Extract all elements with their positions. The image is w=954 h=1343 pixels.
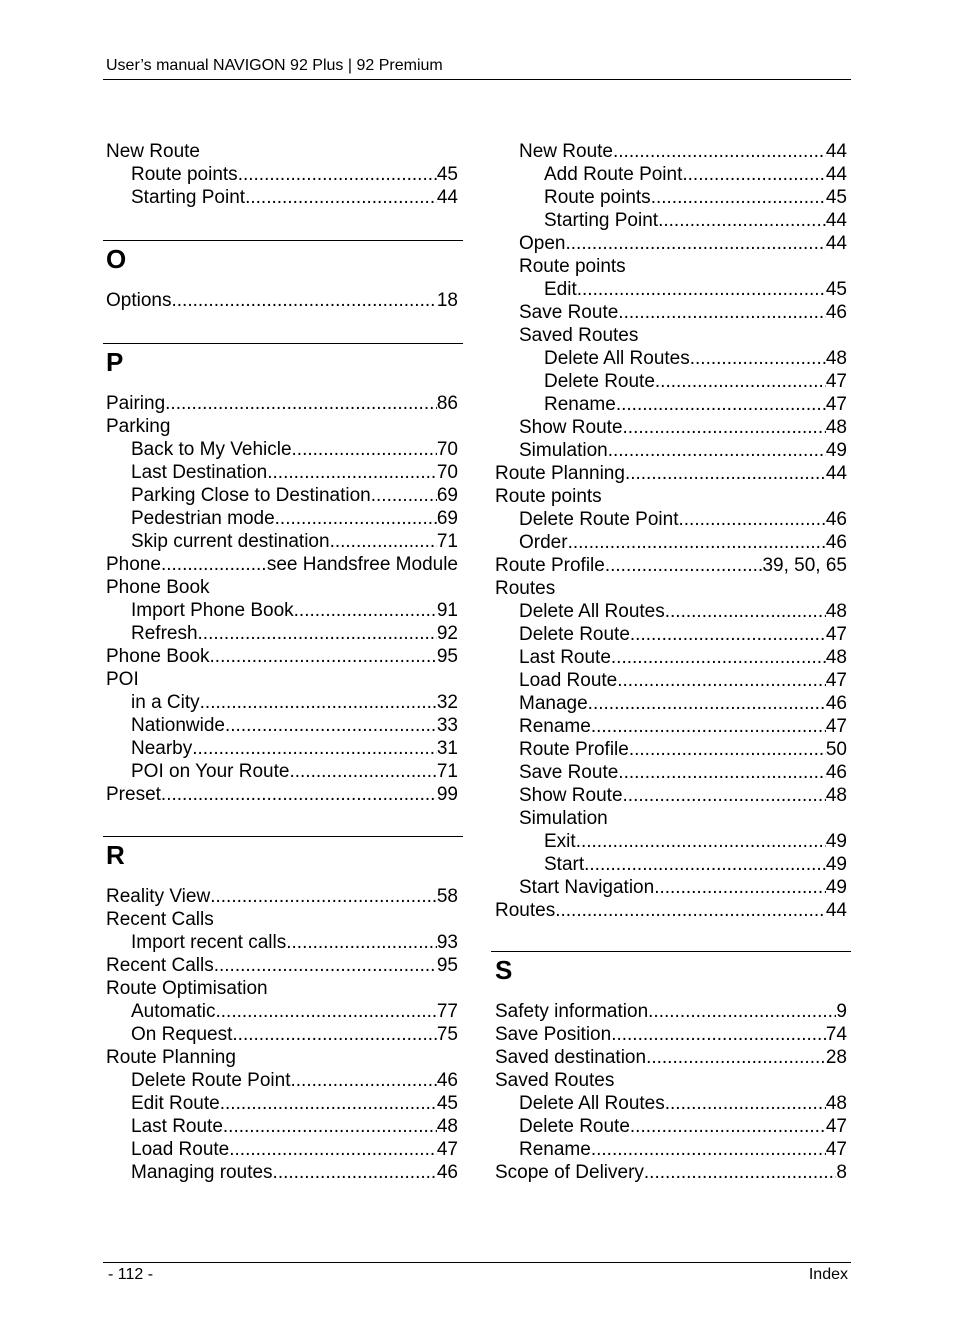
index-entry bbox=[106, 885, 458, 908]
index-entry bbox=[495, 899, 847, 922]
footer-rule bbox=[103, 1262, 851, 1263]
entry-term: Load Route bbox=[519, 670, 618, 691]
entry-term: Routes bbox=[495, 578, 556, 599]
entry-page: 74 bbox=[825, 1024, 847, 1045]
dot-leader bbox=[646, 1046, 826, 1069]
dot-leader bbox=[568, 531, 826, 554]
entry-term: Edit bbox=[544, 279, 577, 300]
index-entry bbox=[131, 1069, 458, 1092]
entry-page: 69 bbox=[436, 485, 458, 506]
entry-page: 99 bbox=[436, 784, 458, 805]
entry-term: Simulation bbox=[519, 440, 608, 461]
entry-term: New Route bbox=[519, 141, 613, 162]
dot-leader bbox=[198, 622, 437, 645]
index-entry bbox=[131, 599, 458, 622]
index-entry bbox=[495, 1023, 847, 1046]
entry-page: 75 bbox=[436, 1024, 458, 1045]
index-entry bbox=[519, 324, 847, 347]
dot-leader bbox=[623, 784, 826, 807]
entry-page: 39, 50, 65 bbox=[762, 555, 847, 576]
entry-term: Show Route bbox=[519, 785, 623, 806]
dot-leader bbox=[623, 416, 826, 439]
entry-page: 33 bbox=[436, 715, 458, 736]
section-rule bbox=[103, 343, 463, 344]
entry-term: Delete Route bbox=[519, 624, 630, 645]
index-entry bbox=[519, 531, 847, 554]
index-entry bbox=[131, 163, 458, 186]
entry-term: Add Route Point bbox=[544, 164, 683, 185]
entry-page: 47 bbox=[436, 1139, 458, 1160]
entry-term: Start bbox=[544, 854, 585, 875]
dot-leader bbox=[665, 1092, 826, 1115]
dot-leader bbox=[165, 392, 437, 415]
index-entry bbox=[106, 954, 458, 977]
dot-leader bbox=[289, 760, 436, 783]
entry-term: Routes bbox=[495, 900, 556, 921]
entry-page: 32 bbox=[436, 692, 458, 713]
dot-leader bbox=[655, 370, 826, 393]
index-entry bbox=[495, 1000, 847, 1023]
entry-page: 47 bbox=[825, 1116, 847, 1137]
entry-term: Safety information bbox=[495, 1001, 649, 1022]
entry-term: Save Route bbox=[519, 302, 619, 323]
dot-leader bbox=[171, 289, 436, 312]
dot-leader bbox=[611, 1023, 826, 1046]
index-entry bbox=[519, 439, 847, 462]
entry-page: 31 bbox=[436, 738, 458, 759]
entry-term: Order bbox=[519, 532, 568, 553]
entry-page: 93 bbox=[436, 932, 458, 953]
dot-leader bbox=[330, 530, 437, 553]
dot-leader bbox=[294, 599, 437, 622]
entry-page: 44 bbox=[825, 210, 847, 231]
index-entry bbox=[106, 645, 458, 668]
entry-page: 49 bbox=[825, 877, 847, 898]
dot-leader bbox=[654, 876, 826, 899]
index-entry bbox=[495, 462, 847, 485]
index-entry bbox=[519, 600, 847, 623]
entry-term: Delete Route Point bbox=[131, 1070, 291, 1091]
header-rule bbox=[103, 79, 851, 80]
entry-term: Phone bbox=[106, 554, 161, 575]
dot-leader bbox=[588, 692, 826, 715]
entry-term: Delete Route bbox=[544, 371, 655, 392]
entry-term: Route Profile bbox=[495, 555, 605, 576]
entry-term: Reality View bbox=[106, 886, 211, 907]
section-letter: P bbox=[106, 347, 124, 377]
dot-leader bbox=[371, 484, 437, 507]
dot-leader bbox=[223, 1115, 437, 1138]
entry-page: 70 bbox=[436, 439, 458, 460]
entry-page: 91 bbox=[436, 600, 458, 621]
entry-page: 45 bbox=[825, 187, 847, 208]
index-entry bbox=[519, 738, 847, 761]
entry-term: Import Phone Book bbox=[131, 600, 294, 621]
dot-leader bbox=[577, 278, 826, 301]
entry-page: 44 bbox=[825, 164, 847, 185]
dot-leader bbox=[621, 393, 826, 416]
entry-term: Managing routes bbox=[131, 1162, 273, 1183]
entry-page: 48 bbox=[825, 601, 847, 622]
entry-term: Starting Point bbox=[544, 210, 659, 231]
dot-leader bbox=[210, 885, 437, 908]
index-entry bbox=[544, 163, 847, 186]
index-entry bbox=[519, 140, 847, 163]
dot-leader bbox=[161, 553, 267, 576]
entry-page: 69 bbox=[436, 508, 458, 529]
dot-leader bbox=[648, 1000, 836, 1023]
entry-term: Route Planning bbox=[495, 463, 625, 484]
entry-term: Route Planning bbox=[106, 1047, 236, 1068]
entry-term: Route points bbox=[495, 486, 602, 507]
entry-page: see Handsfree Module bbox=[266, 554, 458, 575]
dot-leader bbox=[630, 1115, 826, 1138]
index-entry bbox=[519, 232, 847, 255]
entry-term: Route Profile bbox=[519, 739, 629, 760]
index-entry bbox=[106, 977, 458, 1000]
index-entry bbox=[544, 347, 847, 370]
entry-page: 58 bbox=[436, 886, 458, 907]
entry-term: Nearby bbox=[131, 738, 193, 759]
dot-leader bbox=[275, 507, 437, 530]
section-letter: S bbox=[495, 955, 513, 985]
index-entry bbox=[131, 622, 458, 645]
index-entry bbox=[519, 416, 847, 439]
entry-term: Simulation bbox=[519, 808, 608, 829]
dot-leader bbox=[220, 1092, 437, 1115]
dot-leader bbox=[690, 347, 826, 370]
entry-term: Saved destination bbox=[495, 1047, 647, 1068]
index-entry bbox=[495, 485, 847, 508]
index-entry bbox=[131, 760, 458, 783]
entry-term: in a City bbox=[131, 692, 200, 713]
dot-leader bbox=[651, 186, 826, 209]
index-entry bbox=[495, 554, 847, 577]
entry-page: 46 bbox=[436, 1070, 458, 1091]
dot-leader bbox=[679, 508, 826, 531]
entry-page: 47 bbox=[825, 624, 847, 645]
entry-page: 44 bbox=[825, 463, 847, 484]
dot-leader bbox=[618, 761, 826, 784]
dot-leader bbox=[192, 737, 437, 760]
index-entry bbox=[519, 646, 847, 669]
entry-page: 44 bbox=[825, 900, 847, 921]
entry-page: 49 bbox=[825, 854, 847, 875]
dot-leader bbox=[665, 600, 826, 623]
entry-term: Phone Book bbox=[106, 577, 210, 598]
index-entry bbox=[544, 830, 847, 853]
entry-term: Parking bbox=[106, 416, 171, 437]
entry-page: 86 bbox=[436, 393, 458, 414]
dot-leader bbox=[238, 163, 437, 186]
entry-term: Saved Routes bbox=[519, 325, 639, 346]
index-entry bbox=[519, 669, 847, 692]
entry-page: 28 bbox=[825, 1047, 847, 1068]
index-entry bbox=[519, 301, 847, 324]
dot-leader bbox=[625, 462, 826, 485]
entry-term: Back to My Vehicle bbox=[131, 439, 292, 460]
index-entry bbox=[131, 507, 458, 530]
index-entry bbox=[131, 461, 458, 484]
entry-page: 49 bbox=[825, 831, 847, 852]
dot-leader bbox=[273, 1161, 437, 1184]
entry-term: Import recent calls bbox=[131, 932, 287, 953]
entry-term: Route points bbox=[131, 164, 238, 185]
index-entry bbox=[519, 1092, 847, 1115]
index-entry bbox=[544, 853, 847, 876]
index-entry bbox=[495, 1069, 847, 1092]
entry-term: Save Route bbox=[519, 762, 619, 783]
entry-page: 44 bbox=[825, 233, 847, 254]
index-entry bbox=[131, 1138, 458, 1161]
index-entry bbox=[106, 392, 458, 415]
entry-term: Route points bbox=[519, 256, 626, 277]
dot-leader bbox=[611, 646, 826, 669]
entry-term: Exit bbox=[544, 831, 576, 852]
index-entry bbox=[519, 255, 847, 278]
index-entry bbox=[131, 530, 458, 553]
entry-term: Route points bbox=[544, 187, 651, 208]
section-rule bbox=[491, 951, 851, 952]
dot-leader bbox=[229, 1138, 437, 1161]
entry-term: Skip current destination bbox=[131, 531, 330, 552]
index-entry bbox=[519, 715, 847, 738]
index-entry bbox=[106, 783, 458, 806]
entry-page: 49 bbox=[825, 440, 847, 461]
entry-term: Preset bbox=[106, 784, 161, 805]
index-entry bbox=[131, 1115, 458, 1138]
entry-term: Nationwide bbox=[131, 715, 225, 736]
dot-leader bbox=[161, 783, 437, 806]
index-entry bbox=[131, 1023, 458, 1046]
index-entry bbox=[495, 1046, 847, 1069]
entry-page: 44 bbox=[825, 141, 847, 162]
dot-leader bbox=[576, 830, 826, 853]
header-title: User’s manual NAVIGON 92 Plus | 92 Premium bbox=[106, 57, 443, 74]
index-entry bbox=[519, 876, 847, 899]
index-entry bbox=[519, 784, 847, 807]
index-entry bbox=[495, 1161, 847, 1184]
entry-page: 47 bbox=[825, 670, 847, 691]
entry-term: Show Route bbox=[519, 417, 623, 438]
entry-page: 95 bbox=[436, 646, 458, 667]
dot-leader bbox=[245, 186, 437, 209]
dot-leader bbox=[584, 853, 826, 876]
entry-page: 48 bbox=[825, 785, 847, 806]
entry-page: 46 bbox=[436, 1162, 458, 1183]
entry-page: 18 bbox=[436, 290, 458, 311]
entry-page: 48 bbox=[825, 348, 847, 369]
index-entry bbox=[106, 1046, 458, 1069]
entry-term: Recent Calls bbox=[106, 909, 214, 930]
index-entry bbox=[106, 140, 458, 163]
entry-term: Delete Route bbox=[519, 1116, 630, 1137]
dot-leader bbox=[200, 691, 437, 714]
entry-page: 47 bbox=[825, 716, 847, 737]
entry-term: Parking Close to Destination bbox=[131, 485, 371, 506]
dot-leader bbox=[267, 461, 437, 484]
index-entry bbox=[131, 714, 458, 737]
index-entry bbox=[106, 576, 458, 599]
entry-page: 46 bbox=[825, 509, 847, 530]
dot-leader bbox=[232, 1023, 436, 1046]
entry-term: Phone Book bbox=[106, 646, 210, 667]
entry-term: Scope of Delivery bbox=[495, 1162, 644, 1183]
index-entry bbox=[131, 1161, 458, 1184]
entry-term: Load Route bbox=[131, 1139, 230, 1160]
entry-page: 9 bbox=[836, 1001, 847, 1022]
dot-leader bbox=[618, 301, 826, 324]
entry-term: On Request bbox=[131, 1024, 233, 1045]
index-entry bbox=[131, 737, 458, 760]
entry-page: 48 bbox=[825, 417, 847, 438]
dot-leader bbox=[605, 554, 763, 577]
entry-term: Pedestrian mode bbox=[131, 508, 275, 529]
dot-leader bbox=[613, 140, 826, 163]
index-entry bbox=[519, 623, 847, 646]
entry-term: Pairing bbox=[106, 393, 166, 414]
index-entry bbox=[106, 289, 458, 312]
entry-term: POI bbox=[106, 669, 139, 690]
section-letter: O bbox=[106, 244, 127, 274]
dot-leader bbox=[291, 1069, 437, 1092]
index-entry bbox=[131, 931, 458, 954]
section-rule bbox=[103, 836, 463, 837]
dot-leader bbox=[617, 669, 826, 692]
entry-page: 45 bbox=[825, 279, 847, 300]
entry-term: Open bbox=[519, 233, 566, 254]
index-entry bbox=[544, 393, 847, 416]
entry-page: 45 bbox=[436, 1093, 458, 1114]
entry-page: 48 bbox=[825, 1093, 847, 1114]
dot-leader bbox=[644, 1161, 837, 1184]
entry-term: Starting Point bbox=[131, 187, 246, 208]
index-entry bbox=[519, 807, 847, 830]
footer-page-number: - 112 - bbox=[108, 1266, 154, 1283]
index-entry bbox=[131, 438, 458, 461]
entry-term: Rename bbox=[519, 1139, 591, 1160]
entry-term: Start Navigation bbox=[519, 877, 655, 898]
index-entry bbox=[106, 908, 458, 931]
entry-page: 46 bbox=[825, 693, 847, 714]
entry-term: Rename. bbox=[544, 394, 622, 415]
section-letter: R bbox=[106, 840, 125, 870]
dot-leader bbox=[591, 1138, 826, 1161]
entry-term: Last Route bbox=[131, 1116, 223, 1137]
entry-page: 71 bbox=[436, 761, 458, 782]
entry-page: 95 bbox=[436, 955, 458, 976]
entry-page: 92 bbox=[436, 623, 458, 644]
dot-leader bbox=[292, 438, 437, 461]
index-entry bbox=[519, 761, 847, 784]
dot-leader bbox=[630, 623, 826, 646]
index-entry bbox=[131, 484, 458, 507]
entry-term: Delete All Routes bbox=[519, 1093, 665, 1114]
dot-leader bbox=[565, 232, 825, 255]
entry-page: 77 bbox=[436, 1001, 458, 1022]
index-entry bbox=[544, 370, 847, 393]
entry-page: 70 bbox=[436, 462, 458, 483]
entry-term: Delete All Routes bbox=[544, 348, 690, 369]
entry-term: Recent Calls bbox=[106, 955, 214, 976]
entry-page: 71 bbox=[436, 531, 458, 552]
entry-term: Edit Route bbox=[131, 1093, 220, 1114]
dot-leader bbox=[215, 1000, 436, 1023]
entry-term: Options bbox=[106, 290, 172, 311]
dot-leader bbox=[682, 163, 825, 186]
index-entry bbox=[106, 668, 458, 691]
index-entry bbox=[131, 691, 458, 714]
entry-term: Rename bbox=[519, 716, 591, 737]
entry-page: 46 bbox=[825, 762, 847, 783]
index-entry bbox=[131, 1000, 458, 1023]
entry-page: 46 bbox=[825, 532, 847, 553]
dot-leader bbox=[214, 954, 437, 977]
index-entry bbox=[106, 553, 458, 576]
footer-section: Index bbox=[808, 1266, 848, 1283]
index-entry bbox=[106, 415, 458, 438]
section-rule bbox=[103, 240, 463, 241]
entry-term: Delete Route Point bbox=[519, 509, 679, 530]
dot-leader bbox=[286, 931, 437, 954]
entry-term: New Route bbox=[106, 141, 200, 162]
dot-leader bbox=[225, 714, 437, 737]
entry-page: 50 bbox=[825, 739, 847, 760]
entry-page: 47 bbox=[825, 394, 847, 415]
entry-term: Delete All Routes bbox=[519, 601, 665, 622]
entry-page: 45 bbox=[436, 164, 458, 185]
index-entry bbox=[544, 186, 847, 209]
entry-term: Refresh bbox=[131, 623, 198, 644]
entry-term: Last Route bbox=[519, 647, 611, 668]
entry-term: Automatic bbox=[131, 1001, 216, 1022]
entry-term: Saved Routes bbox=[495, 1070, 615, 1091]
dot-leader bbox=[608, 439, 826, 462]
dot-leader bbox=[210, 645, 437, 668]
dot-leader bbox=[658, 209, 826, 232]
dot-leader bbox=[555, 899, 826, 922]
entry-page: 8 bbox=[836, 1162, 847, 1183]
index-entry bbox=[131, 1092, 458, 1115]
entry-term: POI on Your Route bbox=[131, 761, 290, 782]
entry-page: 48 bbox=[825, 647, 847, 668]
index-entry bbox=[519, 508, 847, 531]
entry-term: Last Destination bbox=[131, 462, 268, 483]
dot-leader bbox=[591, 715, 826, 738]
entry-term: Save Position bbox=[495, 1024, 612, 1045]
entry-page: 47 bbox=[825, 371, 847, 392]
index-entry bbox=[519, 1138, 847, 1161]
entry-term: Manage bbox=[519, 693, 588, 714]
dot-leader bbox=[629, 738, 826, 761]
entry-page: 46 bbox=[825, 302, 847, 323]
entry-page: 48 bbox=[436, 1116, 458, 1137]
index-entry bbox=[495, 577, 847, 600]
index-entry bbox=[131, 186, 458, 209]
entry-page: 44 bbox=[436, 187, 458, 208]
index-entry bbox=[544, 278, 847, 301]
entry-term: Route Optimisation bbox=[106, 978, 268, 999]
index-entry bbox=[544, 209, 847, 232]
entry-page: 47 bbox=[825, 1139, 847, 1160]
index-entry bbox=[519, 692, 847, 715]
index-entry bbox=[519, 1115, 847, 1138]
